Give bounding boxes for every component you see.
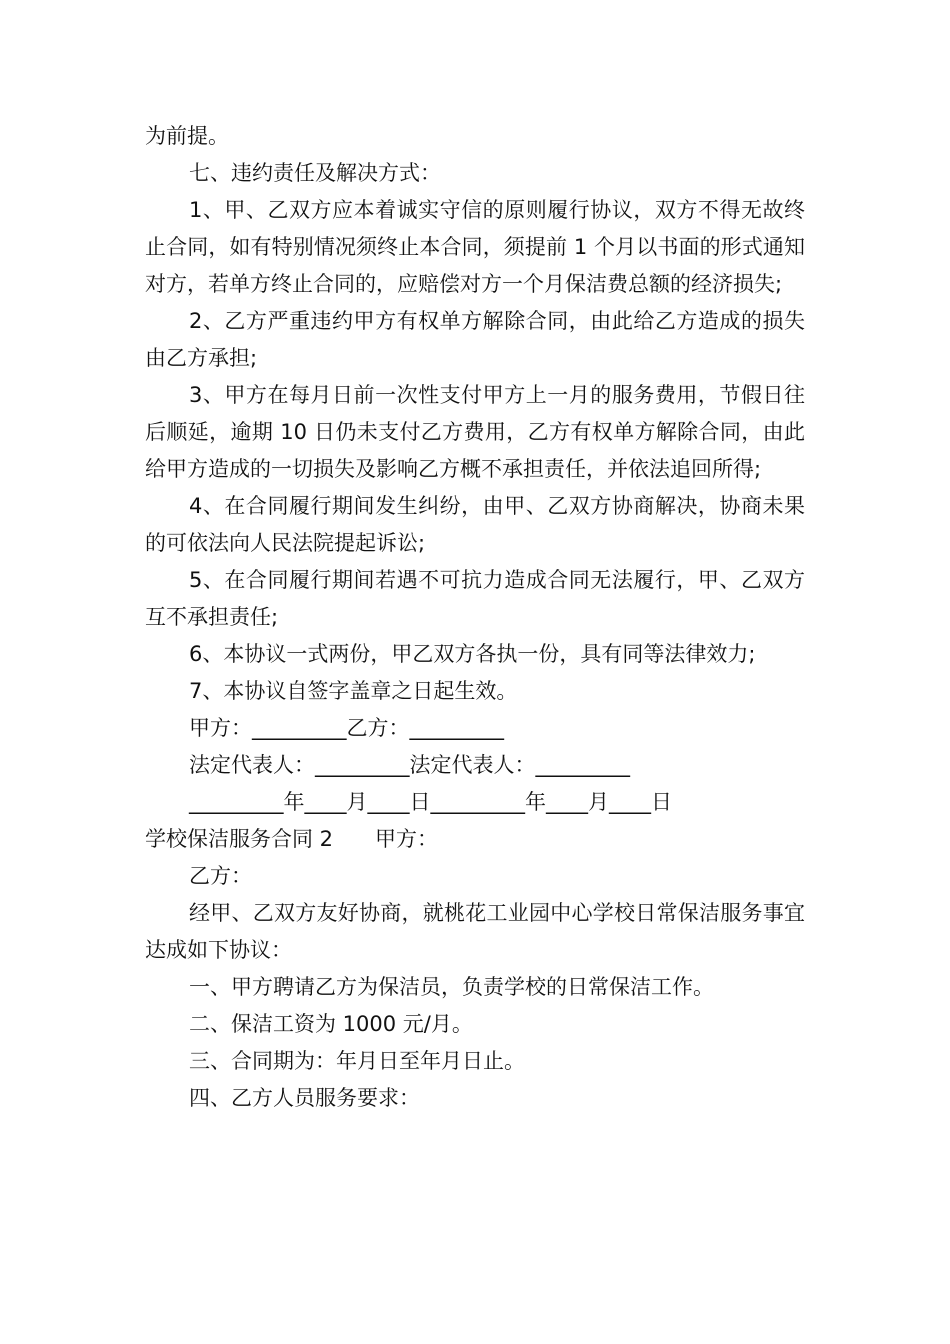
clause-4: 4、在合同履行期间发生纠纷，由甲、乙双方协商解决，协商未果的可依法向人民法院提起诉讼; xyxy=(145,494,805,555)
contract-2-item-3: 三、合同期为：年月日至年月日止。 xyxy=(189,1049,525,1073)
contract-2-preamble: 经甲、乙双方友好协商，就桃花工业园中心学校日常保洁服务事宜达成如下协议： xyxy=(145,901,805,962)
clause-7: 7、本协议自签字盖章之日起生效。 xyxy=(189,679,518,703)
section-heading-breach-liability: 七、违约责任及解决方式： xyxy=(189,161,441,185)
paragraph-continuation: 为前提。 xyxy=(145,124,229,148)
clause-5: 5、在合同履行期间若遇不可抗力造成合同无法履行，甲、乙双方互不承担责任; xyxy=(145,568,805,629)
party-b-line: 乙方： xyxy=(189,864,252,888)
clause-2: 2、乙方严重违约甲方有权单方解除合同，由此给乙方造成的损失由乙方承担; xyxy=(145,309,805,370)
contract-2-item-1: 一、甲方聘请乙方为保洁员，负责学校的日常保洁工作。 xyxy=(189,975,714,999)
contract-2-item-2: 二、保洁工资为 1000 元/月。 xyxy=(189,1012,473,1036)
document-body xyxy=(145,118,805,1117)
signature-representatives: 法定代表人：_________法定代表人：_________ xyxy=(189,753,630,777)
contract-2-item-4: 四、乙方人员服务要求： xyxy=(189,1086,420,1110)
clause-1: 1、甲、乙双方应本着诚实守信的原则履行协议，双方不得无故终止合同，如有特别情况须终止本合同，须提前 1 个月以书面的形式通知对方，若单方终止合同的，应赔偿对方一个月保洁费总额的经济损失; xyxy=(145,198,805,296)
signature-parties: 甲方：_________乙方：_________ xyxy=(189,716,504,740)
contract-2-title: 学校保洁服务合同 2 甲方： xyxy=(145,827,439,851)
clause-3: 3、甲方在每月日前一次性支付甲方上一月的服务费用，节假日往后顺延，逾期 10 日仍未支付乙方费用，乙方有权单方解除合同，由此给甲方造成的一切损失及影响乙方概不承担责任，并依法追回所得; xyxy=(145,383,805,481)
signature-dates: _________年____月____日_________年____月____日 xyxy=(189,790,672,814)
clause-6: 6、本协议一式两份，甲乙双方各执一份，具有同等法律效力; xyxy=(189,642,756,666)
